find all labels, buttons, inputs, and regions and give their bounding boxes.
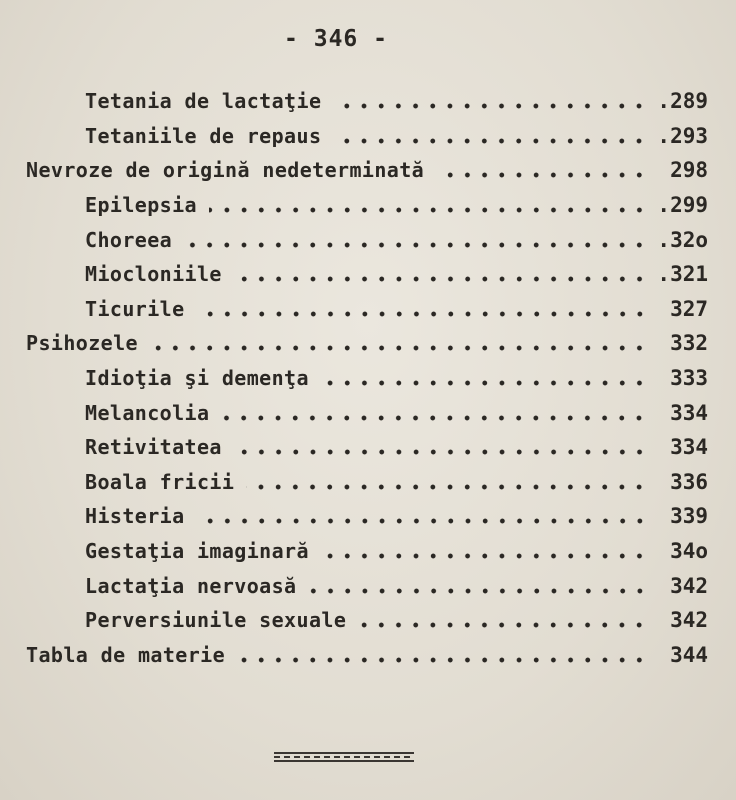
toc-entry-page: 342 xyxy=(670,608,708,633)
toc-entry-page: .321 xyxy=(657,262,708,287)
toc-entry xyxy=(0,603,736,638)
dot-leader xyxy=(321,551,648,561)
toc-entry-title: Tetaniile de repaus xyxy=(85,123,322,148)
toc-entry xyxy=(0,638,736,673)
toc-entry xyxy=(0,257,736,292)
toc-entry-page: 298 xyxy=(670,158,708,183)
toc-entry-page: .289 xyxy=(657,89,708,114)
toc-entry-page: 327 xyxy=(670,296,708,321)
toc-entry-title: Perversiunile sexuale xyxy=(85,608,347,633)
toc-entry-title: Boala fricii xyxy=(85,469,235,494)
toc-entry xyxy=(0,361,736,396)
toc-entry-title: Lactaţia nervoasă xyxy=(85,573,297,598)
dot-leader xyxy=(197,516,648,526)
toc-entry xyxy=(0,326,736,361)
dot-leader xyxy=(237,655,648,665)
toc-entry-page: 339 xyxy=(670,504,708,529)
toc-entry xyxy=(0,119,736,154)
dot-leader xyxy=(333,101,648,111)
toc-entry-title: Retivitatea xyxy=(85,435,222,460)
toc-entry-title: Miocloniile xyxy=(85,262,222,287)
toc-entry xyxy=(0,292,736,327)
toc-entry-page: 344 xyxy=(670,642,708,667)
toc-entry-page: 34o xyxy=(670,539,708,564)
dot-leader xyxy=(234,274,648,284)
toc-entry-title: Histeria xyxy=(85,504,185,529)
dot-leader xyxy=(358,620,648,630)
dot-leader xyxy=(197,309,648,319)
dot-leader xyxy=(150,343,648,353)
dot-leader xyxy=(309,586,649,596)
toc-entry-title: Idioţia şi demenţa xyxy=(85,366,309,391)
dot-leader xyxy=(221,413,648,423)
toc-entry-page: .299 xyxy=(657,193,708,218)
end-ornament-rule xyxy=(274,752,414,762)
toc-entry xyxy=(0,430,736,465)
dot-leader xyxy=(246,482,648,492)
table-of-contents xyxy=(0,84,736,672)
toc-entry-title: Tabla de materie xyxy=(26,642,226,667)
toc-entry-page: 333 xyxy=(670,366,708,391)
dot-leader xyxy=(184,240,648,250)
toc-entry xyxy=(0,499,736,534)
page-number: - 346 - xyxy=(284,26,388,52)
dot-leader xyxy=(321,378,648,388)
dot-leader xyxy=(436,170,648,180)
toc-entry-title: Melancolia xyxy=(85,400,210,425)
toc-entry xyxy=(0,222,736,257)
toc-entry-title: Choreea xyxy=(85,227,173,252)
toc-entry-page: 342 xyxy=(670,573,708,598)
toc-entry xyxy=(0,188,736,223)
toc-entry-page: .293 xyxy=(657,123,708,148)
toc-entry-title: Epilepsia xyxy=(85,193,197,218)
dot-leader xyxy=(234,447,648,457)
toc-entry xyxy=(0,84,736,119)
toc-entry-page: 332 xyxy=(670,331,708,356)
toc-entry-page: 334 xyxy=(670,400,708,425)
toc-entry xyxy=(0,395,736,430)
toc-entry xyxy=(0,534,736,569)
dot-leader xyxy=(209,205,648,215)
toc-entry-title: Psihozele xyxy=(26,331,138,356)
toc-entry-title: Gestaţia imaginară xyxy=(85,539,309,564)
toc-entry xyxy=(0,568,736,603)
toc-entry-title: Ticurile xyxy=(85,296,185,321)
toc-entry-page: .32o xyxy=(657,227,708,252)
toc-entry-page: 334 xyxy=(670,435,708,460)
toc-entry-title: Tetania de lactaţie xyxy=(85,89,322,114)
toc-entry xyxy=(0,153,736,188)
toc-entry xyxy=(0,465,736,500)
toc-entry-page: 336 xyxy=(670,469,708,494)
dot-leader xyxy=(333,136,648,146)
toc-entry-title: Nevroze de origină nedeterminată xyxy=(26,158,425,183)
